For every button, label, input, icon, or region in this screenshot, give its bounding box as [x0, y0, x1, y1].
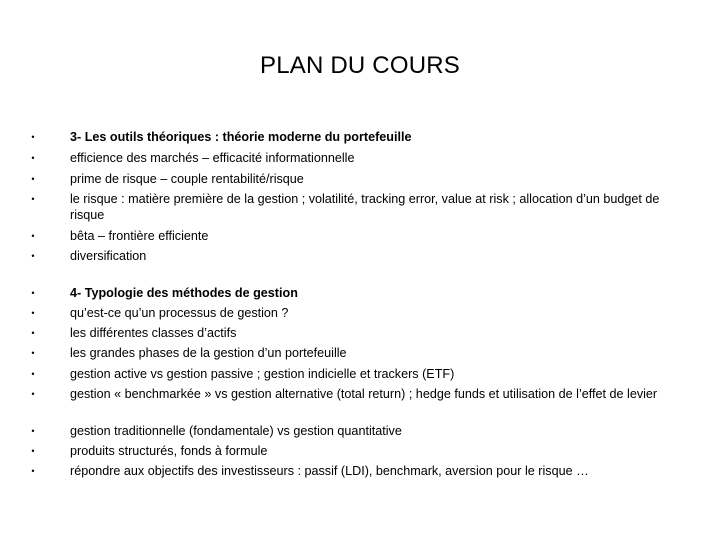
bullet-icon: • — [31, 389, 35, 399]
list-item-text: gestion traditionnelle (fondamentale) vs gestion quantitative — [70, 424, 402, 438]
bullet-icon: • — [31, 194, 35, 204]
bullet-icon: • — [31, 308, 35, 318]
list-item-text: les grandes phases de la gestion d’un portefeuille — [70, 346, 347, 360]
page-title: PLAN DU COURS — [260, 52, 460, 79]
bullet-icon: • — [31, 466, 35, 476]
bullet-icon: • — [31, 153, 35, 163]
list-item-text: le risque : matière première de la gestion ; volatilité, tracking error, value at risk ; allocation d’un budget de risque — [70, 192, 660, 222]
bullet-icon: • — [31, 132, 35, 142]
bullet-icon: • — [31, 328, 35, 338]
bullet-icon: • — [31, 426, 35, 436]
list-item-text: efficience des marchés – efficacité informationnelle — [70, 151, 355, 165]
list-item-text: produits structurés, fonds à formule — [70, 444, 268, 458]
list-item-text: diversification — [70, 249, 147, 263]
bullet-icon: • — [31, 231, 35, 241]
bullet-icon: • — [31, 369, 35, 379]
bullet-icon: • — [31, 251, 35, 261]
list-item-text: bêta – frontière efficiente — [70, 229, 209, 243]
list-item-text: les différentes classes d’actifs — [70, 326, 237, 340]
list-item-text: prime de risque – couple rentabilité/risque — [70, 172, 304, 186]
bullet-icon: • — [31, 288, 35, 298]
section4-heading: 4- Typologie des méthodes de gestion — [70, 286, 298, 300]
list-item-text: qu’est-ce qu’un processus de gestion ? — [70, 306, 289, 320]
list-item-text: gestion active vs gestion passive ; gestion indicielle et trackers (ETF) — [70, 367, 455, 381]
bullet-icon: • — [31, 348, 35, 358]
list-item-text: gestion « benchmarkée » vs gestion alternative (total return) ; hedge funds et utilisation de l’effet de levier — [70, 387, 658, 401]
bullet-icon: • — [31, 174, 35, 184]
bullet-icon: • — [31, 446, 35, 456]
list-item-text: répondre aux objectifs des investisseurs : passif (LDI), benchmark, aversion pour le risque … — [70, 464, 589, 478]
section3-heading: 3- Les outils théoriques : théorie moderne du portefeuille — [70, 130, 412, 144]
